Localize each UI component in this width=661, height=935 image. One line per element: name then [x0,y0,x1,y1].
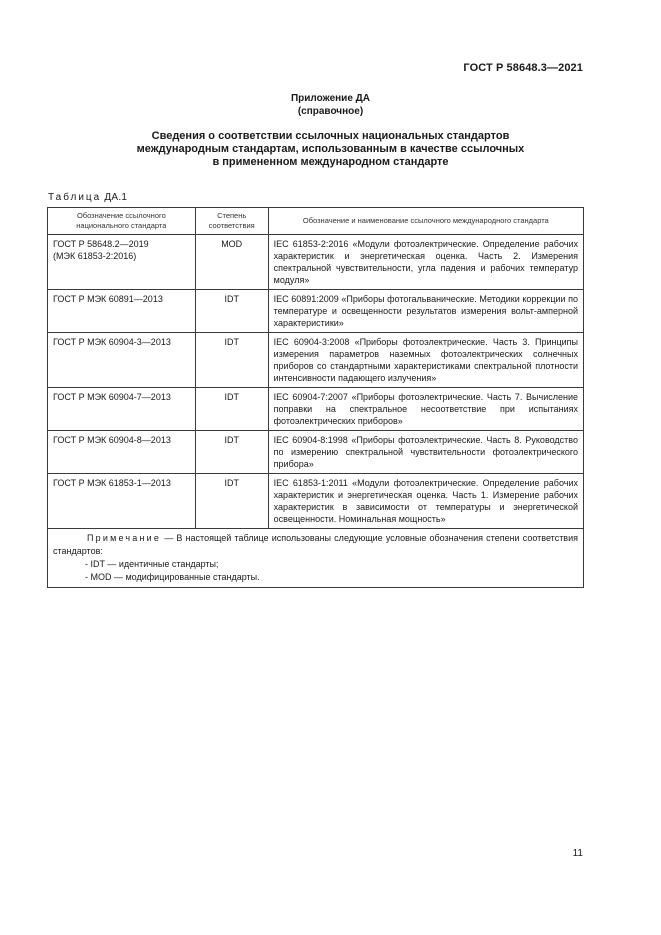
note-heading: Примечание [87,533,162,543]
national-standard-code: ГОСТ Р МЭК 60891—2013 [48,290,196,333]
degree-of-conformity: IDT [195,474,268,529]
section-title [0,130,661,169]
title-line-2: международным стандартам, использованным в качестве ссылочных [136,143,525,155]
national-standard-code: ГОСТ Р МЭК 60904-8—2013 [48,431,196,474]
table-note [48,529,584,588]
national-standard-code: ГОСТ Р МЭК 61853-1—2013 [48,474,196,529]
header-international-standard: Обозначение и наименование ссылочного международного стандарта [268,208,583,235]
table-row [48,333,584,388]
standards-table [47,207,584,588]
international-standard-name: IEC 61853-2:2016 «Модули фотоэлектрические. Определение рабочих характеристик и энергетическая оценка. Часть 2. Измерения спектральной чувствительности, угла падения и рабочих температур модуля» [268,235,583,290]
title-line-3: в примененном международном стандарте [212,156,449,168]
international-standard-name: IEC 60904-8:1998 «Приборы фотоэлектрические. Часть 8. Руководство по измерению спектральной чувствительности фотоэлектрического прибора» [268,431,583,474]
note-paragraph [53,532,578,558]
note-item-idt: - IDT — идентичные стандарты; [85,559,219,569]
table-caption-word: Таблица [48,192,102,203]
appendix-heading [0,92,661,118]
table-caption-number: ДА.1 [104,192,128,203]
title-line-1: Сведения о соответствии ссылочных национальных стандартов [151,130,510,142]
table-row [48,388,584,431]
appendix-subtitle: (справочное) [297,106,364,117]
international-standard-name: IEC 60891:2009 «Приборы фотогальванические. Методики коррекции по температуре и освещенности результатов измерения вольт-амперной характеристики» [268,290,583,333]
appendix-title: Приложение ДА [290,93,371,104]
degree-of-conformity: IDT [195,333,268,388]
national-standard-code: ГОСТ Р МЭК 60904-7—2013 [48,388,196,431]
table-caption [48,192,127,203]
note-text: — В настоящей таблице использованы следующие условные обозначения степени соответствия стандартов: [53,533,578,556]
table-row [48,431,584,474]
table-row [48,290,584,333]
page-number: 11 [572,848,583,859]
degree-of-conformity: IDT [195,431,268,474]
table-note-row [48,529,584,588]
document-id: ГОСТ Р 58648.3—2021 [463,62,583,74]
table-row [48,474,584,529]
header-national-standard: Обозначение ссылочного национального стандарта [48,208,196,235]
degree-of-conformity: IDT [195,388,268,431]
international-standard-name: IEC 61853-1:2011 «Модули фотоэлектрические. Определение рабочих характеристик и энергетическая оценка. Часть 1. Измерение рабочих характеристик в зависимости от температуры и энергетической освещенности. Номинальная мощность» [268,474,583,529]
degree-of-conformity: IDT [195,290,268,333]
international-standard-name: IEC 60904-3:2008 «Приборы фотоэлектрические. Часть 3. Принципы измерения параметров наземных фотоэлектрических солнечных приборов со стандартными характеристиками спектральной плотности интенсивности падающего излучения» [268,333,583,388]
note-item-mod: - MOD — модифицированные стандарты. [85,572,260,582]
table-row [48,235,584,290]
national-standard-code: ГОСТ Р МЭК 60904-3—2013 [48,333,196,388]
table-header-row [48,208,584,235]
degree-of-conformity: MOD [195,235,268,290]
national-standard-code: ГОСТ Р 58648.2—2019 (МЭК 61853-2:2016) [48,235,196,290]
header-degree: Степень соответствия [195,208,268,235]
international-standard-name: IEC 60904-7:2007 «Приборы фотоэлектрические. Часть 7. Вычисление поправки на спектральное несоответствие при испытаниях фотоэлектрических приборов» [268,388,583,431]
